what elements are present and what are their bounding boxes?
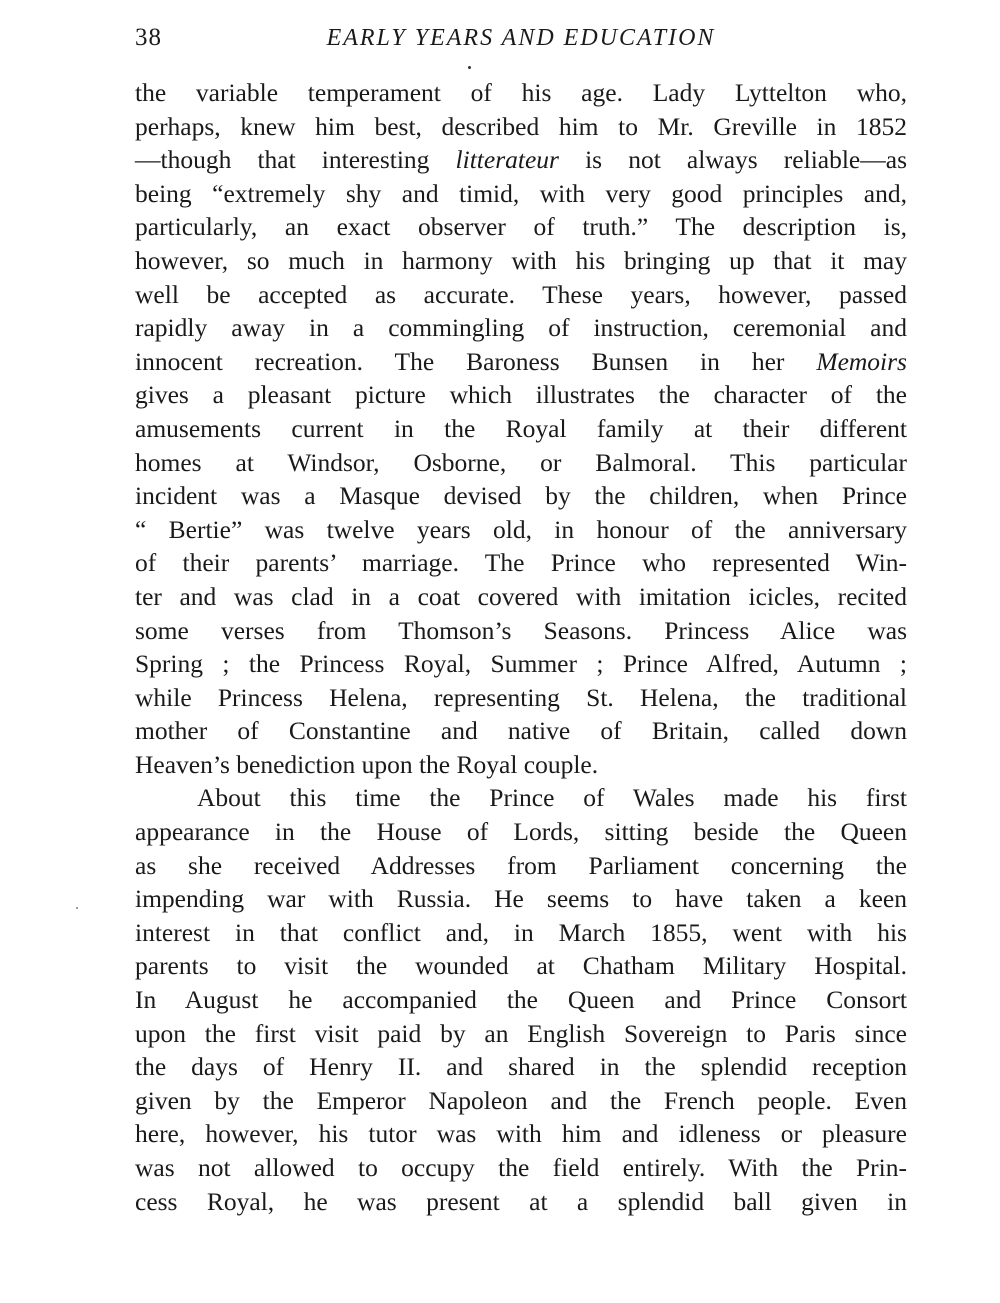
text-line: amusements current in the Royal family at their different	[135, 413, 907, 443]
text-line: particularly, an exact observer of truth.” The description is,	[135, 212, 907, 242]
text-line: as she received Addresses from Parliament concerning the	[135, 850, 907, 880]
text-line: “ Bertie” was twelve years old, in honour of the anniversary	[135, 514, 907, 544]
text-line: interest in that conflict and, in March 1855, went with his	[135, 917, 907, 947]
text-line: ter and was clad in a coat covered with imitation icicles, recited	[135, 581, 907, 611]
text-line: well be accepted as accurate. These years, however, passed	[135, 279, 907, 309]
text-line: however, so much in harmony with his bringing up that it may	[135, 245, 907, 275]
text-line: Spring ; the Princess Royal, Summer ; Prince Alfred, Autumn ;	[135, 649, 907, 679]
text-line: mother of Constantine and native of Britain, called down	[135, 716, 907, 746]
text-line: parents to visit the wounded at Chatham Military Hospital.	[135, 951, 907, 981]
text-line: cess Royal, he was present at a splendid ball given in	[135, 1186, 907, 1216]
text-line: In August he accompanied the Queen and Prince Consort	[135, 985, 907, 1015]
text-line: impending war with Russia. He seems to have taken a keen	[135, 884, 907, 914]
text-line: given by the Emperor Napoleon and the French people. Even	[135, 1085, 907, 1115]
italic-word: Memoirs	[816, 346, 907, 376]
text-line: the variable temperament of his age. Lady Lyttelton who,	[135, 78, 907, 107]
text-line: incident was a Masque devised by the children, when Prince	[135, 481, 907, 511]
text-line: while Princess Helena, representing St. Helena, the traditional	[135, 682, 907, 712]
text-line: was not allowed to occupy the field entirely. With the Prin-	[135, 1153, 907, 1182]
italic-word: litterateur	[455, 145, 559, 175]
running-title: EARLY YEARS AND EDUCATION	[326, 25, 716, 51]
printer-mark	[468, 66, 471, 69]
text-line: appearance in the House of Lords, sitting beside the Queen	[135, 817, 907, 847]
text-line: rapidly away in a commingling of instruction, ceremonial and	[135, 313, 907, 343]
text-line: gives a pleasant picture which illustrates the character of the	[135, 380, 907, 410]
paragraph-start-line: About this time the Prince of Wales made his first	[197, 783, 907, 813]
text-line: homes at Windsor, Osborne, or Balmoral. This particular	[135, 447, 907, 477]
page-number: 38	[135, 24, 162, 51]
body-text	[135, 76, 907, 1218]
text-line: here, however, his tutor was with him and idleness or pleasure	[135, 1119, 907, 1149]
text-line: perhaps, knew him best, described him to Mr. Greville in 1852	[135, 111, 907, 141]
stray-mark	[76, 907, 78, 909]
text-line: some verses from Thomson’s Seasons. Princess Alice was	[135, 615, 907, 645]
text-line: being “extremely shy and timid, with very good principles and,	[135, 178, 907, 208]
text-line: —though that interesting litterateur is not always reliable—as	[135, 145, 907, 175]
text-line: of their parents’ marriage. The Prince who represented Win-	[135, 548, 907, 578]
text-line: upon the first visit paid by an English Sovereign to Paris since	[135, 1018, 907, 1048]
running-head	[135, 20, 907, 56]
text-line: innocent recreation. The Baroness Bunsen in her Memoirs	[135, 346, 907, 376]
paragraph-end-line: Heaven’s benediction upon the Royal couple.	[135, 749, 599, 779]
text-line: the days of Henry II. and shared in the splendid reception	[135, 1052, 907, 1082]
